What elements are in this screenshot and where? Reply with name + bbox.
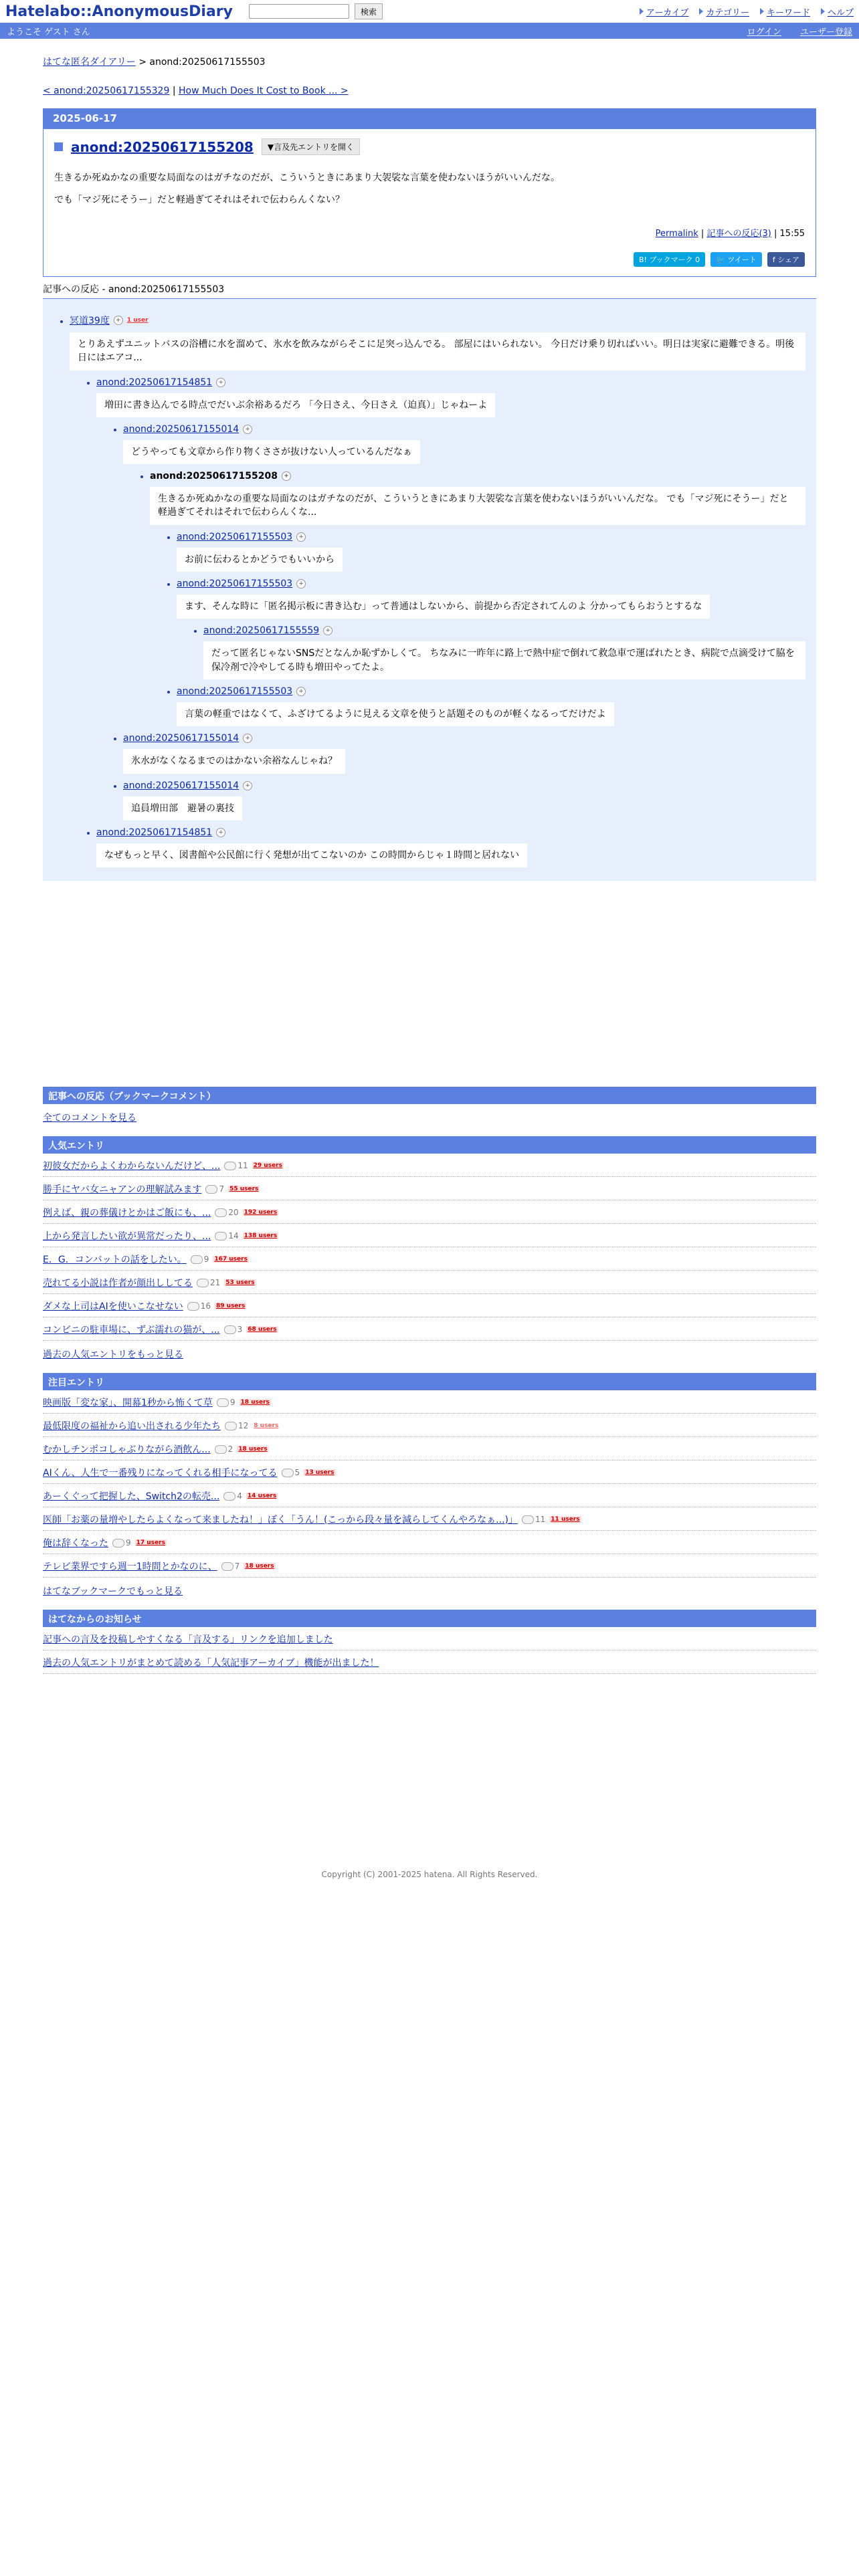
- list-item: [43, 1437, 816, 1461]
- comment-count-value: 11: [535, 1515, 546, 1525]
- entry-link[interactable]: あーくぐって把握した、Switch2の転売...: [43, 1491, 220, 1503]
- notice-item: [43, 1627, 816, 1650]
- entry-title[interactable]: anond:20250617155208: [71, 138, 254, 155]
- list-item: [43, 1414, 816, 1437]
- comment-count[interactable]: [112, 1538, 131, 1547]
- list-item: [43, 1317, 816, 1341]
- toggle-icon[interactable]: +: [216, 828, 225, 837]
- comment-bubble-icon: [224, 1325, 236, 1334]
- list-item: [43, 1177, 816, 1200]
- nav-archive[interactable]: アーカイブ: [640, 5, 689, 18]
- pager: < anond:20250617155329 | How Much Does It Cost to Book ... >: [43, 86, 349, 96]
- entry-meta: Permalink | 記事への反応(3) | 15:55: [655, 229, 805, 239]
- comment-count[interactable]: [224, 1161, 248, 1170]
- entry-date: 2025-06-17: [43, 109, 816, 129]
- entry-link[interactable]: 初彼女だからよくわからないんだけど、...: [43, 1161, 221, 1172]
- ad-space: [43, 881, 816, 1081]
- list-item: [43, 1200, 816, 1224]
- toggle-icon[interactable]: +: [114, 316, 123, 325]
- toggle-icon[interactable]: +: [216, 378, 225, 387]
- tree-node-text: 生きるか死ぬかなの重要な局面なのはガチなのだが、こういうときにあまり大袈裟な言葉を使わないほうがいいんだな。 でも「マジ死にそうー」だと軽過ぎてそれはそれで伝わらんくな...: [150, 487, 805, 525]
- footer: Copyright (C) 2001-2025 hatena. All Rights Reserved.: [321, 1870, 538, 1879]
- next-entry-link[interactable]: How Much Does It Cost to Book ... >: [179, 86, 349, 96]
- comment-count[interactable]: [221, 1562, 240, 1571]
- comment-count[interactable]: [187, 1301, 211, 1311]
- tree-node-title[interactable]: • anond:20250617155014: [123, 733, 240, 744]
- entry-time: 15:55: [779, 229, 805, 239]
- tree-node-current: [150, 471, 816, 726]
- prev-entry-link[interactable]: < anond:20250617155329: [43, 86, 170, 96]
- tree-node: [177, 578, 816, 679]
- tree-node-text: 言葉の軽重ではなくて、ふざけてるように見える文章を使うと話題そのものが軽くなるってだけだよ: [177, 702, 614, 726]
- toggle-icon[interactable]: +: [296, 687, 306, 696]
- list-item: [43, 1294, 816, 1317]
- breadcrumb-current: anond:20250617155503: [149, 57, 266, 68]
- entry-link[interactable]: 映画版「変な家」、開幕1秒から怖くて草: [43, 1398, 213, 1409]
- tree-node: [123, 780, 816, 821]
- nav-category[interactable]: カテゴリー: [699, 5, 749, 18]
- comment-count[interactable]: [224, 1325, 243, 1334]
- tree-node-text: ます、そんな時に「匿名掲示板に書き込む」って普通はしないから、前提から否定されてんのよ 分かってもらおうとするな: [177, 595, 710, 619]
- tree-node: [96, 827, 816, 867]
- comment-bubble-icon: [112, 1539, 124, 1547]
- entry-link[interactable]: 最低限度の福祉から追い出される少年たち: [43, 1421, 221, 1432]
- comment-count-value: 16: [200, 1301, 211, 1311]
- list-item: [43, 1390, 816, 1414]
- comment-count-value: 21: [210, 1278, 221, 1288]
- bookmark-users-badge[interactable]: 13 users: [305, 1469, 335, 1477]
- list-item: [43, 1154, 816, 1177]
- site-logo[interactable]: Hatelabo::AnonymousDiary: [5, 3, 233, 20]
- nav-keyword[interactable]: キーワード: [760, 5, 810, 18]
- tree-node-title[interactable]: • anond:20250617155559: [203, 625, 320, 637]
- comment-bubble-icon: [225, 1422, 237, 1430]
- arrow-right-icon: [699, 8, 703, 15]
- bookmark-users-badge[interactable]: 18 users: [240, 1399, 270, 1406]
- comment-count[interactable]: [223, 1491, 242, 1501]
- users-badge[interactable]: 1 user: [126, 317, 149, 324]
- bookmark-users-badge[interactable]: 167 users: [214, 1256, 248, 1263]
- comment-count[interactable]: [215, 1444, 233, 1454]
- comment-count[interactable]: [282, 1468, 300, 1477]
- comment-bubble-icon: [223, 1492, 235, 1501]
- comment-bubble-icon: [282, 1469, 294, 1477]
- login-link[interactable]: ログイン: [747, 27, 781, 37]
- list-item: [43, 1461, 816, 1484]
- attention-more-link[interactable]: はてなブックマークでもっと見る: [43, 1586, 183, 1598]
- comment-count[interactable]: [522, 1515, 545, 1524]
- comment-bubble-icon: [221, 1562, 233, 1571]
- comment-count-value: 11: [237, 1161, 248, 1171]
- top-bar: [0, 0, 859, 23]
- bookmark-users-badge[interactable]: 68 users: [248, 1326, 277, 1333]
- entry-link[interactable]: 俺は辞くなった: [43, 1538, 108, 1549]
- tree-node-title[interactable]: • anond:20250617155014: [123, 780, 240, 791]
- toggle-icon[interactable]: +: [296, 579, 306, 588]
- tree-node: [177, 532, 816, 572]
- bookmark-comments-heading: 記事への反応（ブックマークコメント）: [43, 1087, 816, 1104]
- tree-node-title: • anond:20250617155208: [150, 471, 278, 482]
- comment-count[interactable]: [205, 1184, 224, 1194]
- bookmark-users-badge[interactable]: 29 users: [253, 1162, 282, 1170]
- tree-node-title[interactable]: • anond:20250617155503: [177, 578, 293, 590]
- toggle-icon[interactable]: +: [243, 734, 252, 743]
- tree-node-title[interactable]: • anond:20250617154851: [96, 827, 213, 838]
- top-nav: [640, 5, 854, 18]
- arrow-right-icon: [821, 8, 825, 15]
- comment-bubble-icon: [522, 1515, 534, 1524]
- entry-paragraph: でも「マジ死にそうー」だと軽過ぎてそれはそれで伝わらんくない？: [54, 195, 345, 205]
- tree-node-title[interactable]: • anond:20250617155014: [123, 423, 240, 435]
- comment-bubble-icon: [217, 1398, 229, 1407]
- comment-count-value: 14: [228, 1231, 239, 1241]
- bookmark-users-badge[interactable]: 14 users: [247, 1493, 277, 1500]
- comment-count-value: 9: [126, 1538, 131, 1548]
- popular-more-link[interactable]: 過去の人気エントリをもっと見る: [43, 1350, 183, 1361]
- tree-node: [123, 733, 816, 773]
- bookmark-users-badge[interactable]: 55 users: [229, 1186, 259, 1193]
- comment-count-value: 9: [203, 1255, 209, 1265]
- reactions-heading: 記事への反応 - anond:20250617155503: [43, 282, 816, 299]
- tree-node-text: なぜもっと早く、図書館や公民館に行く発想が出てこないのか この時間からじゃ１時間と居れない: [96, 843, 527, 867]
- all-comments-link[interactable]: 全てのコメントを見る: [43, 1113, 136, 1124]
- toggle-icon[interactable]: +: [282, 471, 291, 481]
- entry-link[interactable]: E．G．コンバットの話をしたい。: [43, 1255, 187, 1266]
- comment-count[interactable]: [191, 1255, 209, 1264]
- toggle-icon[interactable]: +: [243, 425, 252, 434]
- entry-box: [43, 108, 816, 277]
- comment-bubble-icon: [191, 1255, 203, 1264]
- bookmark-users-badge[interactable]: 8 users: [254, 1422, 279, 1430]
- toggle-icon[interactable]: +: [296, 532, 306, 542]
- attention-heading: 注目エントリ: [43, 1373, 816, 1390]
- tree-node-text: 増田に書き込んでる時点でだいぶ余裕あるだろ 「今日さえ、今日さえ（迫真）」じゃねーよ: [96, 393, 495, 417]
- user-bar: [0, 23, 859, 39]
- tree-node: [203, 625, 816, 679]
- open-reference-button[interactable]: ▼言及先エントリを開く: [262, 138, 360, 155]
- tree-node-title[interactable]: • 冥道39度: [70, 316, 110, 326]
- comment-count[interactable]: [197, 1278, 220, 1287]
- bookmark-users-badge[interactable]: 192 users: [244, 1209, 278, 1216]
- nav-help[interactable]: ヘルプ: [821, 5, 854, 18]
- notice-item: [43, 1650, 816, 1674]
- notice-heading: はてなからのお知らせ: [43, 1610, 816, 1627]
- comment-count-value: 7: [219, 1184, 225, 1194]
- comment-bubble-icon: [205, 1185, 217, 1194]
- bookmark-users-badge[interactable]: 138 users: [244, 1232, 278, 1240]
- attention-list: [43, 1390, 816, 1578]
- breadcrumb: はてな匿名ダイアリー > anond:20250617155503: [43, 57, 266, 68]
- bookmark-users-badge[interactable]: 11 users: [551, 1516, 580, 1523]
- toggle-icon[interactable]: +: [323, 626, 332, 635]
- entry-paragraph: 生きるか死ぬかなの重要な局面なのはガチなのだが、こういうときにあまり大袈裟な言葉を使わないほうがいいんだな。: [54, 173, 560, 183]
- comment-count-value: 4: [237, 1491, 242, 1501]
- entry-link[interactable]: AIくん、人生で一番残りになってくれる相手になってる: [43, 1468, 278, 1479]
- square-bullet-icon: [54, 142, 63, 151]
- entry-link[interactable]: 医師「お薬の量増やしたらよくなって来ましたね！」ぼく「うん！(こっから段々量を減らしてくんやろなぁ...)」: [43, 1515, 518, 1526]
- tree-node-title[interactable]: • anond:20250617154851: [96, 377, 213, 388]
- comment-count-value: 7: [234, 1562, 240, 1572]
- entry-link[interactable]: 売れてる小説は作者が顔出ししてる: [43, 1278, 193, 1289]
- comment-bubble-icon: [187, 1302, 199, 1311]
- arrow-right-icon: [640, 8, 644, 15]
- entry-link[interactable]: 勝手にヤバ女ニャアンの理解試みます: [43, 1184, 202, 1196]
- comment-count-value: 5: [294, 1468, 300, 1478]
- comment-count[interactable]: [215, 1231, 238, 1241]
- comment-count[interactable]: [217, 1398, 235, 1407]
- reaction-tree: [43, 299, 816, 881]
- bookmark-users-badge[interactable]: 89 users: [216, 1303, 246, 1310]
- comment-bubble-icon: [215, 1445, 227, 1454]
- comment-count-value: 9: [229, 1398, 235, 1408]
- comment-count[interactable]: [215, 1208, 238, 1217]
- bookmark-users-badge[interactable]: 18 users: [245, 1563, 274, 1570]
- search-input[interactable]: [249, 4, 349, 19]
- comment-count-value: 3: [237, 1325, 243, 1335]
- comment-bubble-icon: [215, 1232, 227, 1241]
- tree-node-text: 追員増田部 避暑の裏技: [123, 796, 242, 821]
- entry-link[interactable]: むかしチンポコしゃぶりながら酒飲ん...: [43, 1444, 211, 1456]
- list-item: [43, 1531, 816, 1554]
- comment-bubble-icon: [197, 1279, 209, 1287]
- comment-count[interactable]: [225, 1421, 248, 1430]
- comment-count-value: 2: [227, 1444, 233, 1455]
- breadcrumb-home[interactable]: はてな匿名ダイアリー: [43, 57, 136, 68]
- toggle-icon[interactable]: +: [243, 781, 252, 790]
- facebook-share-button[interactable]: f シェア: [767, 252, 805, 267]
- popular-heading: 人気エントリ: [43, 1136, 816, 1154]
- notice-link[interactable]: 過去の人気エントリがまとめて読める「人気記事アーカイブ」機能が出ました！: [43, 1658, 379, 1669]
- list-item: [43, 1554, 816, 1578]
- list-item: [43, 1507, 816, 1531]
- tree-node-title[interactable]: • anond:20250617155503: [177, 531, 293, 542]
- tree-node-text: お前に伝わるとかどうでもいいから: [177, 548, 343, 572]
- comment-count-value: 12: [238, 1421, 249, 1431]
- share-row: [54, 252, 805, 267]
- comment-bubble-icon: [224, 1162, 236, 1170]
- entry-link[interactable]: 例えば、親の葬儀けとかはご飯にも、...: [43, 1208, 211, 1219]
- tree-node: [70, 314, 816, 867]
- bookmark-users-badge[interactable]: 17 users: [136, 1539, 165, 1547]
- tree-node-text: とりあえずユニットバスの浴槽に水を溜めて、氷水を飲みながらそこに足突っ込んでる。 部屋にはいられない。 今日だけ乗り切ればいい。明日は実家に避難できる。明後日にはエアコ...: [70, 332, 805, 370]
- tree-node-title[interactable]: • anond:20250617155503: [177, 685, 293, 697]
- arrow-right-icon: [760, 8, 764, 15]
- tree-node-text: 氷水がなくなるまでのはかない余裕なんじゃね？: [123, 749, 345, 773]
- tree-node-text: だって匿名じゃないSNSだとなんか恥ずかしくて。 ちなみに一昨年に路上で熱中症で倒れて救急車で運ばれたとき、病院で点滴受けて脇を保冷剤で冷やしてる時も増田やってたよ。: [203, 641, 805, 679]
- list-item: [43, 1484, 816, 1507]
- comment-bubble-icon: [215, 1208, 227, 1217]
- list-item: [43, 1247, 816, 1271]
- entry-text: [54, 171, 805, 207]
- popular-list: [43, 1154, 816, 1341]
- reactions-link[interactable]: 記事への反応(3): [706, 229, 771, 239]
- notice-list: [43, 1627, 816, 1674]
- bookmark-users-badge[interactable]: 53 users: [225, 1279, 255, 1287]
- permalink[interactable]: Permalink: [655, 229, 698, 239]
- main-content: [43, 39, 816, 1674]
- register-link[interactable]: ユーザー登録: [799, 27, 852, 37]
- entry-link[interactable]: コンビニの駐車場に、ずぶ濡れの猫が、...: [43, 1325, 220, 1336]
- search-button[interactable]: 検索: [355, 3, 383, 19]
- entry-link[interactable]: テレビ業界ですら週一1時間とかなのに、: [43, 1562, 217, 1573]
- tree-node-text: どうやっても文章から作り物くささが抜けない人っているんだなぁ: [123, 440, 420, 464]
- greeting: ようこそ ゲスト さん: [7, 27, 90, 37]
- list-item: [43, 1224, 816, 1247]
- notice-link[interactable]: 記事への言及を投稿しやすくなる「言及する」リンクを追加しました: [43, 1634, 333, 1646]
- tree-node: [177, 686, 816, 726]
- bookmark-users-badge[interactable]: 18 users: [238, 1446, 268, 1453]
- tree-node: [123, 424, 816, 726]
- list-item: [43, 1271, 816, 1294]
- hatena-bookmark-button[interactable]: B! ブックマーク 0: [634, 252, 705, 267]
- comment-count-value: 20: [228, 1208, 239, 1218]
- tree-node: [96, 377, 816, 821]
- entry-link[interactable]: ダメな上司はAIを使いこなせない: [43, 1301, 183, 1313]
- tweet-button[interactable]: 🐦 ツイート: [710, 252, 762, 267]
- entry-link[interactable]: 上から発言したい欲が異常だったり、...: [43, 1231, 211, 1243]
